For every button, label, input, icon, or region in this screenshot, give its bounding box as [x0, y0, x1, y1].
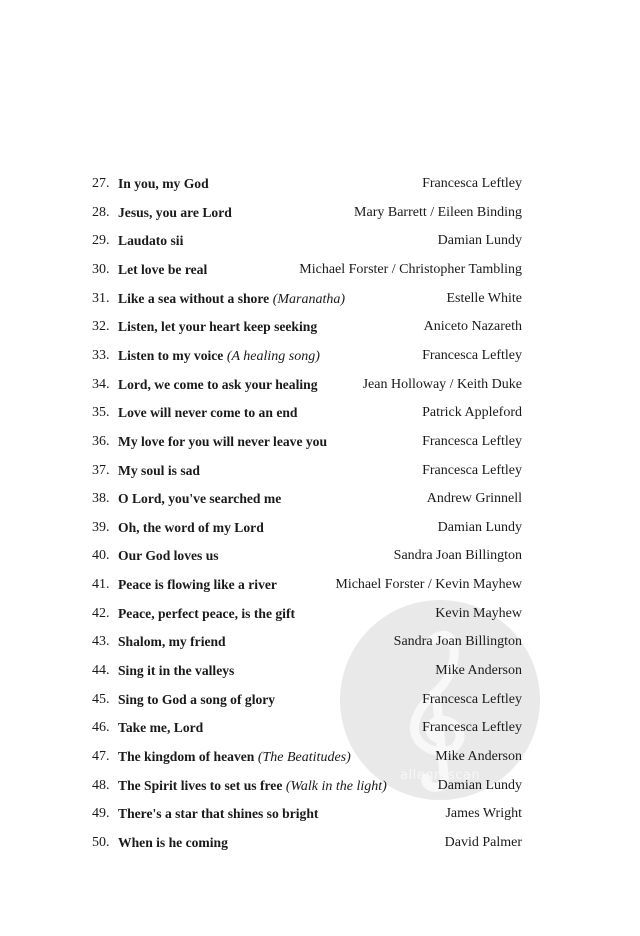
song-number: 46.: [92, 720, 110, 736]
song-subtitle: (The Beatitudes): [254, 750, 351, 765]
song-title-line: [118, 774, 387, 799]
song-number: 37.: [92, 462, 110, 478]
song-number: 43.: [92, 634, 110, 650]
song-number: 31.: [92, 290, 110, 306]
song-title: My love for you will never leave you: [118, 433, 328, 449]
song-title-line: [118, 716, 203, 741]
song-number: 50.: [92, 834, 110, 850]
list-item: [0, 287, 640, 311]
song-number: 36.: [92, 433, 110, 449]
list-item: [0, 344, 640, 368]
list-item: [0, 258, 640, 282]
song-composer: Estelle White: [446, 290, 522, 306]
song-title-line: [118, 831, 228, 856]
song-number: 29.: [92, 233, 110, 249]
song-composer: Sandra Joan Billington: [393, 634, 522, 650]
song-title: Laudato sii: [118, 233, 184, 249]
list-item: [0, 716, 640, 740]
song-composer: Damian Lundy: [437, 777, 522, 793]
song-composer: Michael Forster / Christopher Tambling: [299, 261, 522, 277]
song-number: 42.: [92, 605, 110, 621]
song-composer: Aniceto Nazareth: [423, 319, 522, 335]
song-title: When is he coming: [118, 834, 228, 850]
song-title-line: [118, 258, 207, 283]
list-item: [0, 774, 640, 798]
song-title-line: [118, 373, 318, 398]
song-composer: Sandra Joan Billington: [393, 548, 522, 564]
song-title: Listen, let your heart keep seeking: [118, 319, 318, 335]
song-title: O Lord, you've searched me: [118, 491, 282, 507]
song-subtitle: (Maranatha): [269, 291, 346, 307]
list-item: [0, 544, 640, 568]
song-title-line: [118, 573, 277, 598]
song-composer: Francesca Leftley: [422, 691, 522, 707]
song-title-line: [118, 516, 264, 541]
song-number: 48.: [92, 777, 110, 793]
song-title: In you, my God: [118, 176, 209, 191]
song-title-line: [118, 344, 320, 369]
song-title: There's a star that shines so bright: [118, 806, 319, 822]
list-item: [0, 315, 640, 339]
song-title: Peace, perfect peace, is the gift: [118, 605, 296, 621]
song-title-line: [118, 659, 234, 684]
list-item: [0, 229, 640, 253]
song-composer: Jean Holloway / Keith Duke: [362, 376, 522, 392]
list-item: [0, 172, 640, 196]
song-title-line: [118, 401, 297, 426]
song-number: 40.: [92, 548, 110, 564]
song-subtitle: (Walk in the light): [282, 778, 387, 794]
song-number: 32.: [92, 319, 110, 335]
song-title: Peace is flowing like a river: [118, 577, 277, 593]
list-item: [0, 802, 640, 826]
song-title: Our God loves us: [118, 548, 219, 564]
song-number: 27.: [92, 176, 110, 191]
song-number: 41.: [92, 577, 110, 593]
list-item: [0, 487, 640, 511]
song-title-line: [118, 802, 318, 827]
song-composer: Francesca Leftley: [422, 720, 522, 736]
list-item: [0, 573, 640, 597]
song-composer: Mike Anderson: [435, 749, 522, 764]
song-title: Love will never come to an end: [118, 405, 298, 421]
song-composer: Kevin Mayhew: [435, 605, 522, 621]
song-title: Shalom, my friend: [118, 634, 226, 650]
song-composer: Andrew Grinnell: [426, 491, 522, 507]
song-title: Like a sea without a shore: [118, 290, 270, 306]
song-title: The kingdom of heaven: [118, 749, 255, 764]
song-composer: Patrick Appleford: [422, 405, 522, 421]
song-composer: James Wright: [445, 806, 522, 822]
song-title-line: [118, 745, 351, 770]
song-title: The Spirit lives to set us free: [118, 777, 283, 793]
list-item: [0, 516, 640, 540]
song-composer: Francesca Leftley: [422, 433, 522, 449]
song-number: 38.: [92, 491, 110, 507]
song-composer: Damian Lundy: [437, 233, 522, 249]
song-title: Listen to my voice: [118, 347, 224, 363]
list-item: [0, 630, 640, 654]
song-number: 49.: [92, 806, 110, 822]
song-title-line: [118, 229, 183, 254]
song-title-line: [118, 459, 200, 484]
list-item: [0, 459, 640, 483]
song-title: Jesus, you are Lord: [118, 204, 232, 220]
song-number: 33.: [92, 347, 110, 363]
song-title: Let love be real: [118, 261, 208, 277]
song-number: 39.: [92, 519, 110, 535]
song-title: Take me, Lord: [118, 720, 204, 736]
list-item: [0, 602, 640, 626]
list-item: [0, 401, 640, 425]
song-title: My soul is sad: [118, 462, 200, 478]
list-item: [0, 430, 640, 454]
watermark-text: allegroscan: [400, 768, 481, 783]
song-composer: Damian Lundy: [437, 519, 522, 535]
song-title-line: [118, 172, 209, 197]
song-title-line: [118, 602, 295, 627]
song-number: 45.: [92, 691, 110, 707]
list-item: [0, 659, 640, 683]
song-composer: Francesca Leftley: [422, 347, 522, 363]
list-item: [0, 373, 640, 397]
song-number: 44.: [92, 663, 110, 679]
song-number: 35.: [92, 405, 110, 421]
song-composer: Mary Barrett / Eileen Binding: [354, 204, 522, 220]
song-title-line: [118, 630, 226, 655]
song-composer: Mike Anderson: [435, 663, 522, 679]
song-title: Oh, the word of my Lord: [118, 519, 264, 535]
song-composer: David Palmer: [444, 834, 522, 850]
song-title: Sing it in the valleys: [118, 663, 235, 679]
song-title-line: [118, 430, 327, 455]
song-subtitle: (A healing song): [223, 348, 320, 364]
song-number: 47.: [92, 749, 110, 764]
song-title-line: [118, 487, 281, 512]
song-title: Lord, we come to ask your healing: [118, 376, 318, 392]
list-item: [0, 745, 640, 769]
song-title-line: [118, 201, 232, 226]
song-title-line: [118, 544, 219, 569]
song-composer: Francesca Leftley: [422, 176, 522, 191]
song-title-line: [118, 287, 345, 312]
list-item: [0, 201, 640, 225]
list-item: [0, 831, 640, 855]
list-item: [0, 688, 640, 712]
song-title-line: [118, 688, 275, 713]
song-composer: Francesca Leftley: [422, 462, 522, 478]
song-number: 30.: [92, 261, 110, 277]
song-title-line: [118, 315, 317, 340]
song-number: 28.: [92, 204, 110, 220]
song-title: Sing to God a song of glory: [118, 691, 276, 707]
song-composer: Michael Forster / Kevin Mayhew: [335, 577, 522, 593]
song-number: 34.: [92, 376, 110, 392]
